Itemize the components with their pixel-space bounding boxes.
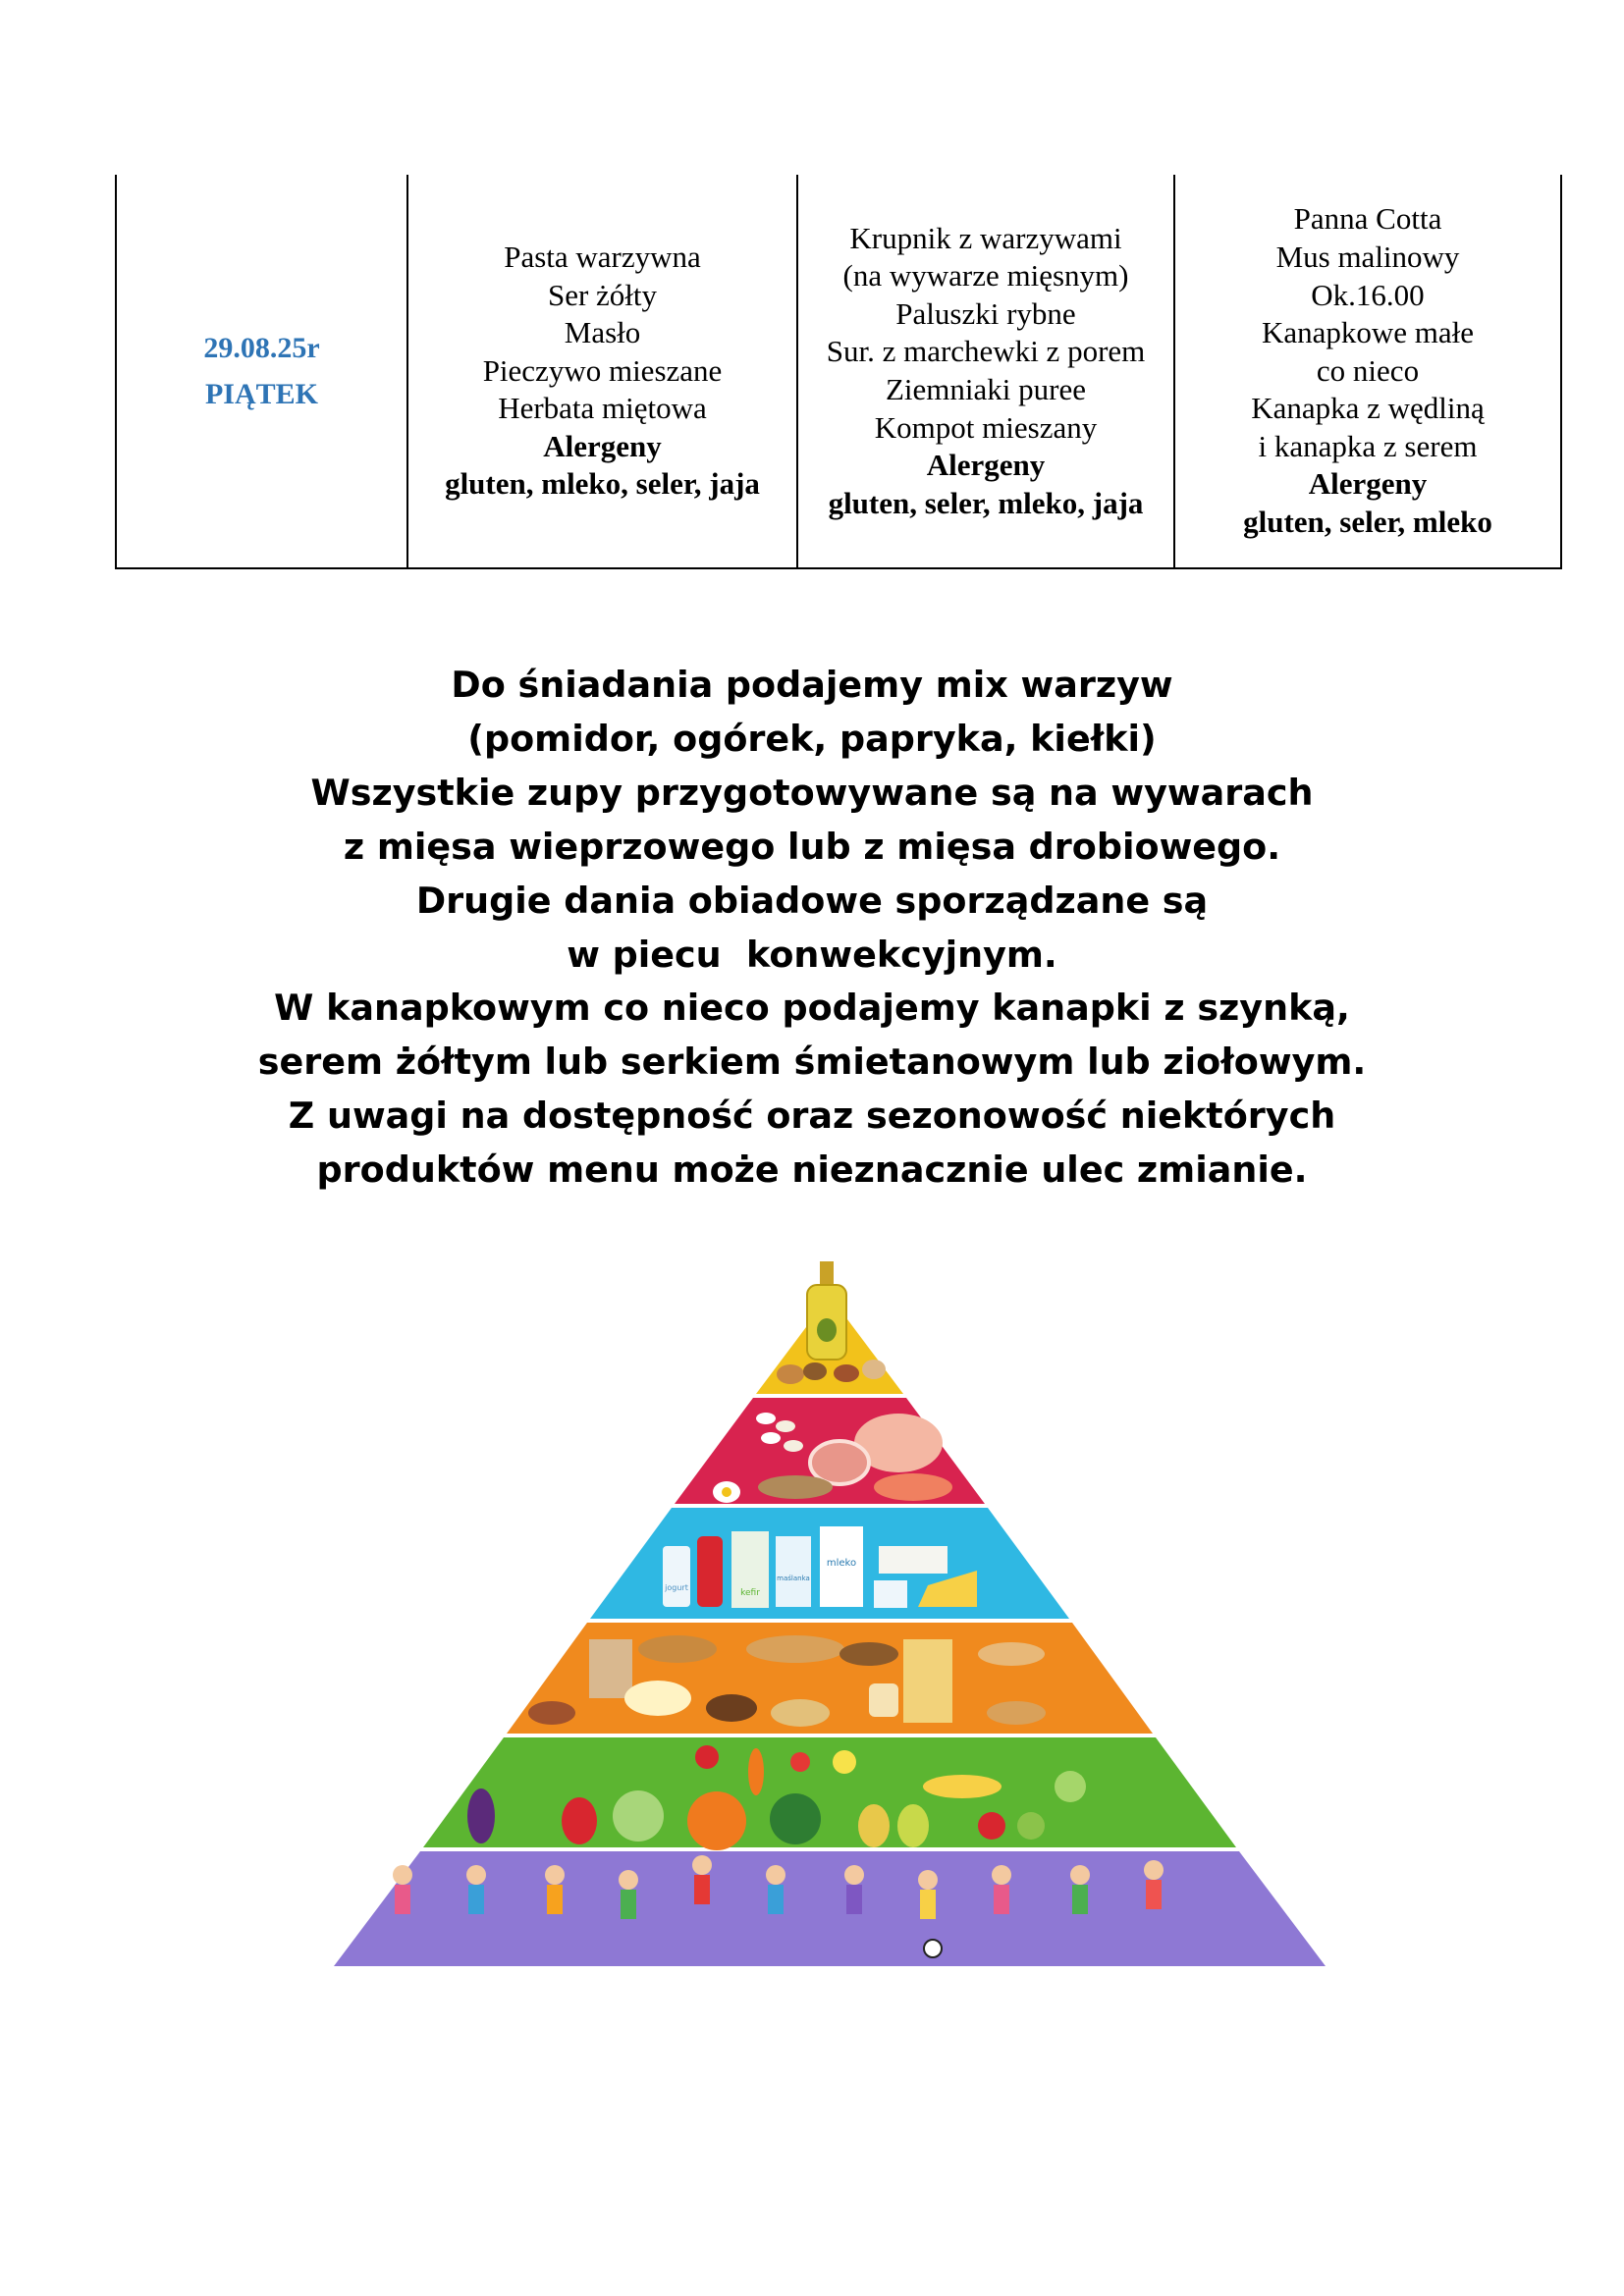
lunch-allergens-label: Alergeny bbox=[926, 448, 1046, 483]
snack-allergens: gluten, seler, mleko bbox=[1243, 505, 1492, 540]
note-line: Do śniadania podajemy mix warzyw bbox=[451, 664, 1173, 706]
ham-icon bbox=[810, 1441, 869, 1484]
kiwi-icon bbox=[1055, 1771, 1086, 1802]
note-line: W kanapkowym co nieco podajemy kanapki z szynką, bbox=[274, 987, 1350, 1030]
food-pyramid-illustration bbox=[324, 1252, 1335, 2194]
pyramid-tier-dairy bbox=[590, 1508, 1069, 1619]
pyramid-tier-oils bbox=[756, 1261, 903, 1394]
breakfast-item: Masło bbox=[564, 315, 641, 350]
breakfast-item: Herbata miętowa bbox=[498, 391, 707, 426]
note-line: w piecu konwekcyjnym. bbox=[567, 933, 1057, 976]
pyramid-tier-grains bbox=[507, 1623, 1153, 1734]
cabbage-icon bbox=[613, 1790, 664, 1842]
milk-carton-icon bbox=[820, 1526, 863, 1607]
lunch-item: Krupnik z warzywami bbox=[849, 220, 1122, 255]
breakfast-allergens-label: Alergeny bbox=[543, 428, 662, 463]
pasta-icon bbox=[903, 1639, 952, 1723]
pyramid-tier-protein bbox=[675, 1398, 985, 1504]
potato-icon bbox=[771, 1699, 830, 1727]
apple-icon bbox=[978, 1812, 1005, 1840]
note-line: (pomidor, ogórek, papryka, kiełki) bbox=[467, 717, 1157, 760]
kitchen-notes bbox=[0, 659, 1624, 1198]
kefir-icon bbox=[731, 1531, 769, 1608]
breakfast-item: Pieczywo mieszane bbox=[482, 352, 723, 388]
yogurt-icon bbox=[663, 1546, 690, 1607]
milk-bottle-icon bbox=[697, 1536, 723, 1607]
tier-vegetables-fruits-background bbox=[423, 1737, 1236, 1847]
pepper-icon bbox=[562, 1797, 597, 1844]
lunch-allergens: gluten, seler, mleko, jaja bbox=[828, 485, 1144, 520]
pyramid-tier-vegetables-fruits bbox=[423, 1737, 1236, 1850]
strawberry-icon bbox=[790, 1752, 810, 1772]
snack-item: Kanapkowe małe bbox=[1261, 315, 1475, 350]
pretzel-icon bbox=[528, 1701, 575, 1725]
snack-allergens-label: Alergeny bbox=[1308, 466, 1428, 502]
lunch-item: Paluszki rybne bbox=[895, 295, 1076, 331]
note-line: produktów menu może nieznacznie ulec zmianie. bbox=[316, 1148, 1308, 1192]
watermelon-icon bbox=[770, 1793, 821, 1844]
note-line: serem żółtym lub serkiem śmietanowym lub ziołowym. bbox=[257, 1041, 1367, 1084]
lunch-cell bbox=[797, 175, 1174, 568]
snack-item: Mus malinowy bbox=[1275, 239, 1460, 274]
flour-bag-icon bbox=[589, 1639, 632, 1698]
breakfast-item: Ser żółty bbox=[547, 277, 658, 312]
pumpkin-icon bbox=[687, 1791, 746, 1850]
snack-cell bbox=[1174, 175, 1561, 568]
breakfast-allergens: gluten, mleko, seler, jaja bbox=[445, 466, 760, 502]
menu-date: 29.08.25r bbox=[203, 332, 320, 364]
pyramid-tier-activity bbox=[334, 1851, 1326, 1966]
tomato-icon bbox=[695, 1745, 719, 1769]
cottage-cheese-icon bbox=[879, 1546, 947, 1574]
lunch-item: Sur. z marchewki z porem bbox=[826, 334, 1146, 369]
snack-item: i kanapka z serem bbox=[1258, 428, 1478, 463]
menu-row bbox=[116, 175, 1561, 568]
oil-bottle-icon bbox=[820, 1261, 834, 1287]
lemon-icon bbox=[833, 1750, 856, 1774]
bread-loaf-icon bbox=[638, 1635, 717, 1663]
buttermilk-icon bbox=[776, 1536, 811, 1607]
eggplant-icon bbox=[467, 1789, 495, 1843]
fish-icon bbox=[758, 1475, 833, 1499]
lunch-item: Ziemniaki puree bbox=[886, 372, 1086, 406]
ball-icon bbox=[924, 1940, 942, 1957]
yogurt-label: jogurt bbox=[665, 1583, 688, 1592]
note-line: Wszystkie zupy przygotowywane są na wywarach bbox=[310, 771, 1314, 814]
menu-weekday: PIĄTEK bbox=[204, 378, 319, 410]
snack-item: Ok.16.00 bbox=[1311, 277, 1425, 312]
note-line: z mięsa wieprzowego lub z mięsa drobiowego. bbox=[343, 825, 1281, 868]
milk-label: mleko bbox=[826, 1558, 857, 1569]
kefir-label: kefir bbox=[740, 1588, 760, 1598]
breakfast-cell bbox=[407, 175, 797, 568]
breakfast-item: Pasta warzywna bbox=[504, 239, 701, 274]
salmon-icon bbox=[874, 1473, 952, 1501]
snack-item: Panna Cotta bbox=[1293, 201, 1442, 237]
note-line: Z uwagi na dostępność oraz sezonowość niektórych bbox=[288, 1095, 1336, 1138]
buttermilk-label: maślanka bbox=[777, 1575, 810, 1582]
snack-item: Kanapka z wędliną bbox=[1251, 391, 1485, 426]
day-cell bbox=[116, 175, 407, 568]
pear-icon bbox=[858, 1804, 890, 1847]
menu-table bbox=[115, 175, 1562, 569]
snack-item: co nieco bbox=[1316, 352, 1420, 388]
note-line: Drugie dania obiadowe sporządzane są bbox=[415, 879, 1209, 922]
lunch-item: (na wywarze mięsnym) bbox=[842, 258, 1129, 294]
toast-icon bbox=[869, 1683, 898, 1717]
lunch-item: Kompot mieszany bbox=[874, 409, 1098, 445]
banana-icon bbox=[923, 1775, 1001, 1798]
carrot-icon bbox=[748, 1748, 764, 1795]
rice-bowl-icon bbox=[624, 1681, 691, 1716]
